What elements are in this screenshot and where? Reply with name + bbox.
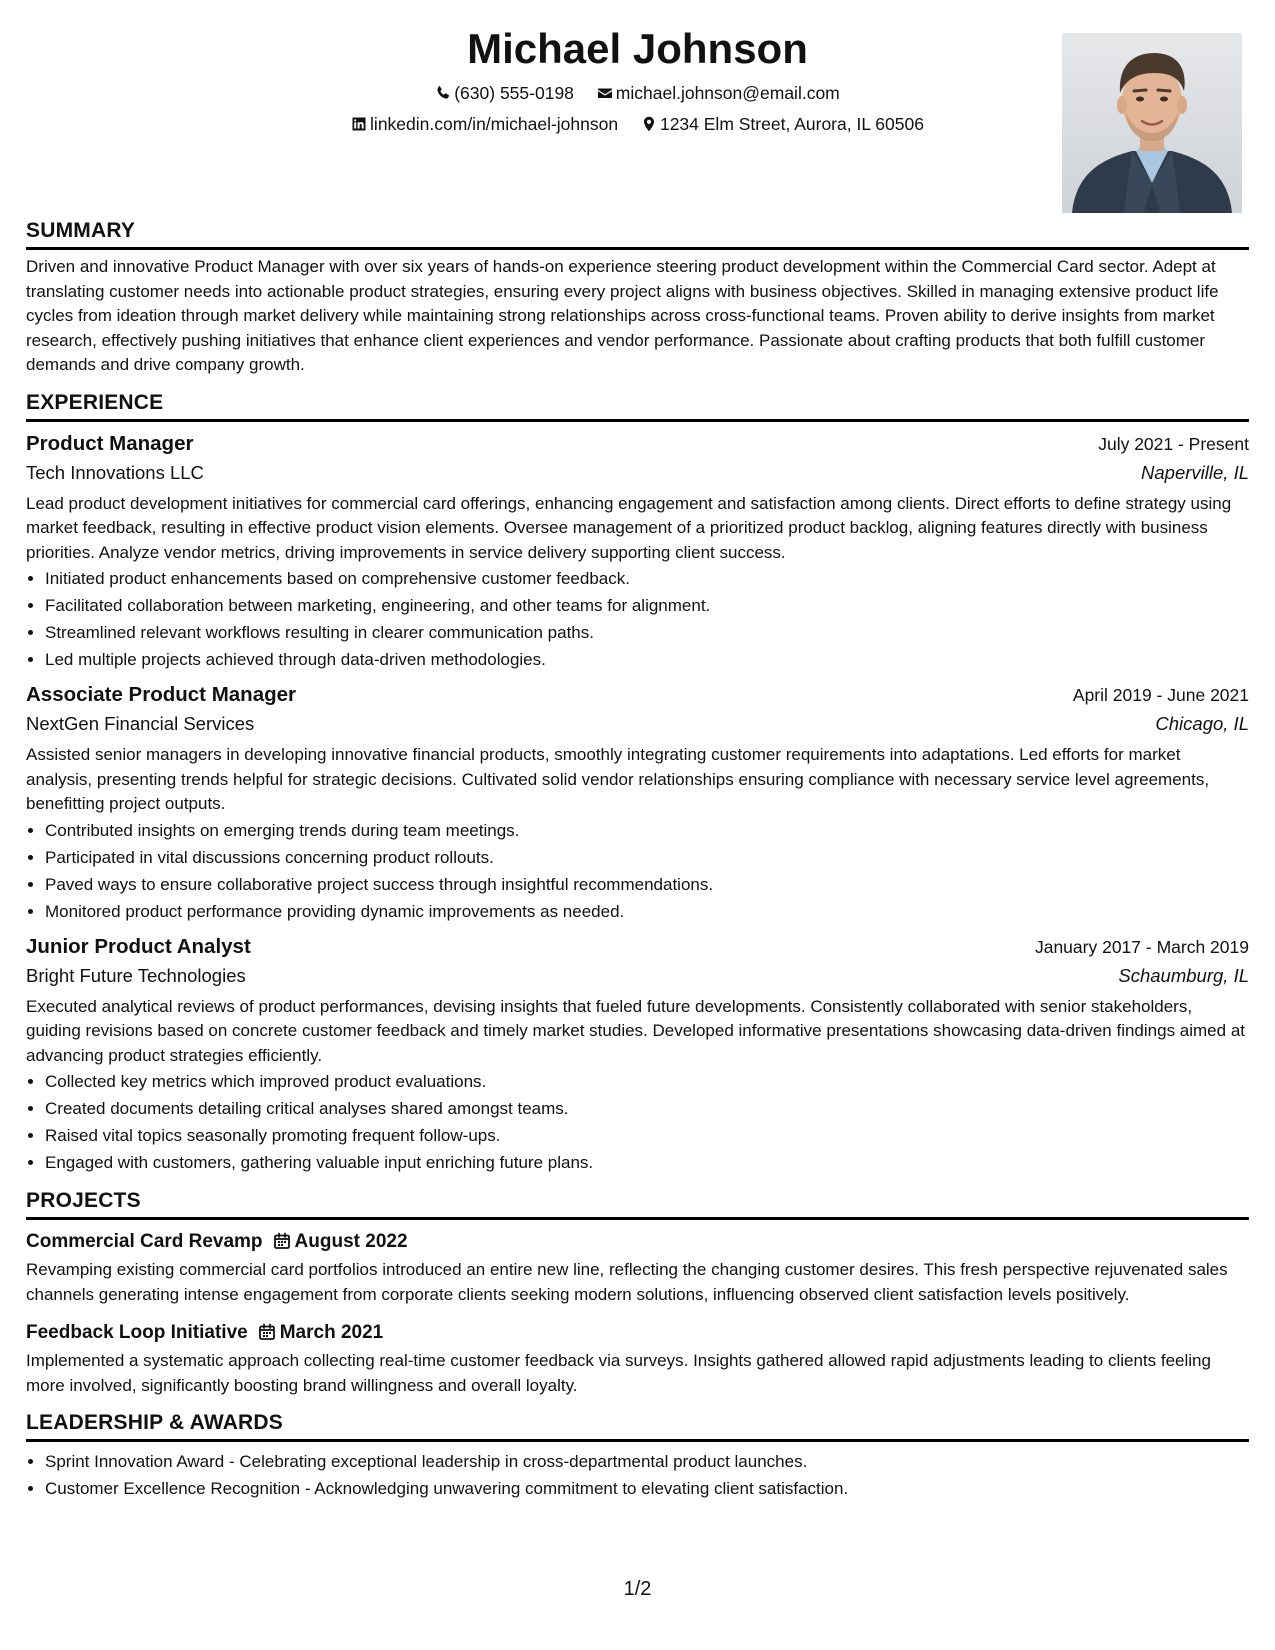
page-number: 1/2 xyxy=(623,1578,652,1600)
job-entry xyxy=(26,681,1249,925)
profile-photo xyxy=(1062,33,1242,213)
experience-heading: EXPERIENCE xyxy=(26,390,1249,422)
linkedin-text: linkedin.com/in/michael-johnson xyxy=(370,114,619,134)
leadership-bullets xyxy=(26,1448,1249,1502)
phone-text: (630) 555-0198 xyxy=(454,83,574,103)
list-item: • Customer Excellence Recognition - Acknowledging unwavering commitment to elevating client satisfaction. xyxy=(45,1475,1249,1502)
job-bullets xyxy=(26,565,1249,673)
contact-address xyxy=(641,113,924,135)
job-company: Bright Future Technologies xyxy=(26,964,246,986)
list-item: • Raised vital topics seasonally promoting frequent follow-ups. xyxy=(45,1122,1249,1149)
job-company: Tech Innovations LLC xyxy=(26,461,204,483)
job-dates: April 2019 - June 2021 xyxy=(1072,685,1249,705)
job-description: Lead product development initiatives for commercial card offerings, enhancing engagement and satisfaction among clients. Direct efforts to define strategy using market feedback, resulting in effective product vision elements. Oversee management of a prioritized product backlog, aligning features directly with business priorities. Analyze vendor metrics, driving improvements in service delivery supporting client success. xyxy=(26,493,1232,562)
job-location: Naperville, IL xyxy=(1141,461,1249,483)
resume-page xyxy=(26,0,1249,1650)
contact-linkedin[interactable] xyxy=(351,113,618,135)
map-pin-icon xyxy=(641,116,657,132)
job-bullets xyxy=(26,1068,1249,1176)
job-dates: January 2017 - March 2019 xyxy=(1034,936,1249,957)
phone-icon xyxy=(435,85,451,101)
contact-email[interactable] xyxy=(597,82,840,104)
job-title: Product Manager xyxy=(26,431,194,455)
leadership-section xyxy=(26,1410,1249,1502)
list-item: • Engaged with customers, gathering valuable input enriching future plans. xyxy=(45,1149,1249,1176)
list-item: • Created documents detailing critical analyses shared amongst teams. xyxy=(45,1095,1249,1122)
list-item: • Contributed insights on emerging trends during team meetings. xyxy=(45,817,1249,844)
job-location: Chicago, IL xyxy=(1155,713,1249,734)
summary-section xyxy=(26,218,1249,378)
email-text: michael.johnson@email.com xyxy=(615,83,840,103)
list-item: • Sprint Innovation Award - Celebrating exceptional leadership in cross-departmental product launches. xyxy=(45,1448,1249,1475)
job-description: Executed analytical reviews of product performances, devising insights that fueled future developments. Consistently collaborated with senior stakeholders, guiding revisions based on concrete customer feedback and timely market studies. Developed informative presentations showcasing data-driven findings aimed at advancing product strategies efficiently. xyxy=(26,996,1245,1065)
project-name: Commercial Card Revamp xyxy=(26,1231,263,1252)
linkedin-icon xyxy=(351,116,367,132)
calendar-icon xyxy=(258,1323,276,1341)
job-title: Associate Product Manager xyxy=(26,683,296,706)
contact-phone[interactable] xyxy=(435,82,574,104)
projects-section xyxy=(26,1188,1249,1398)
project-entry xyxy=(26,1228,1249,1307)
project-entry xyxy=(26,1319,1249,1398)
list-item: • Initiated product enhancements based on comprehensive customer feedback. xyxy=(45,565,1249,592)
project-name: Feedback Loop Initiative xyxy=(26,1322,248,1343)
job-bullets xyxy=(26,817,1249,925)
job-description: Assisted senior managers in developing innovative financial products, smoothly integrating customer requirements into adaptations. Led efforts for market analysis, presenting trends helpful for strategic decisions. Cultivated solid vendor relationships ensuring compliance with necessary service level agreements, benefitting project outputs. xyxy=(26,745,1210,813)
list-item: • Collected key metrics which improved product evaluations. xyxy=(45,1068,1249,1095)
job-company: NextGen Financial Services xyxy=(26,713,255,734)
project-description: Implemented a systematic approach collecting real-time customer feedback via surveys. Insights gathered allowed rapid adjustments leading to clients feeling more involved, significantly boosting brand willingness and overall loyalty. xyxy=(26,1351,1211,1395)
list-item: • Led multiple projects achieved through data-driven methodologies. xyxy=(45,646,1249,673)
job-entry xyxy=(26,430,1249,674)
job-entry xyxy=(26,933,1249,1177)
project-description: Revamping existing commercial card portfolios introduced an entire new line, reflecting the changing customer desires. This fresh perspective rejuvenated sales channels generating intense engagement from corporate clients seeking modern solutions, influencing observed client satisfaction levels positively. xyxy=(26,1260,1228,1304)
calendar-icon xyxy=(273,1232,291,1250)
summary-text: Driven and innovative Product Manager with over six years of hands-on experience steering product development within the Commercial Card sector. Adept at translating customer needs into actionable product strategies, ensuring every project aligns with business objectives. Skilled in managing extensive product life cycles from ideation through market delivery while maintaining strong relationships across cross-functional teams. Proven ability to derive insights from market research, effectively pushing initiatives that enhance client experiences and vendor performance. Passionate about crafting products that both fulfill customer demands and drive company growth. xyxy=(26,257,1219,374)
resume-header xyxy=(26,0,1249,218)
project-date: March 2021 xyxy=(279,1322,384,1343)
list-item: • Monitored product performance providing dynamic improvements as needed. xyxy=(45,898,1249,925)
projects-heading: PROJECTS xyxy=(26,1188,1249,1220)
experience-section xyxy=(26,390,1249,1177)
job-location: Schaumburg, IL xyxy=(1118,964,1249,986)
list-item: • Paved ways to ensure collaborative project success through insightful recommendations. xyxy=(45,871,1249,898)
profile-portrait xyxy=(1062,33,1242,213)
candidate-name: Michael Johnson xyxy=(467,25,808,72)
list-item: • Facilitated collaboration between marketing, engineering, and other teams for alignment. xyxy=(45,592,1249,619)
job-dates: July 2021 - Present xyxy=(1098,433,1249,454)
project-date: August 2022 xyxy=(294,1231,408,1252)
job-title: Junior Product Analyst xyxy=(26,934,251,958)
envelope-icon xyxy=(597,85,613,101)
list-item: • Participated in vital discussions concerning product rollouts. xyxy=(45,844,1249,871)
leadership-heading: LEADERSHIP & AWARDS xyxy=(26,1410,1249,1442)
list-item: • Streamlined relevant workflows resulting in clearer communication paths. xyxy=(45,619,1249,646)
summary-heading: SUMMARY xyxy=(26,218,1249,250)
address-text: 1234 Elm Street, Aurora, IL 60506 xyxy=(659,114,924,134)
